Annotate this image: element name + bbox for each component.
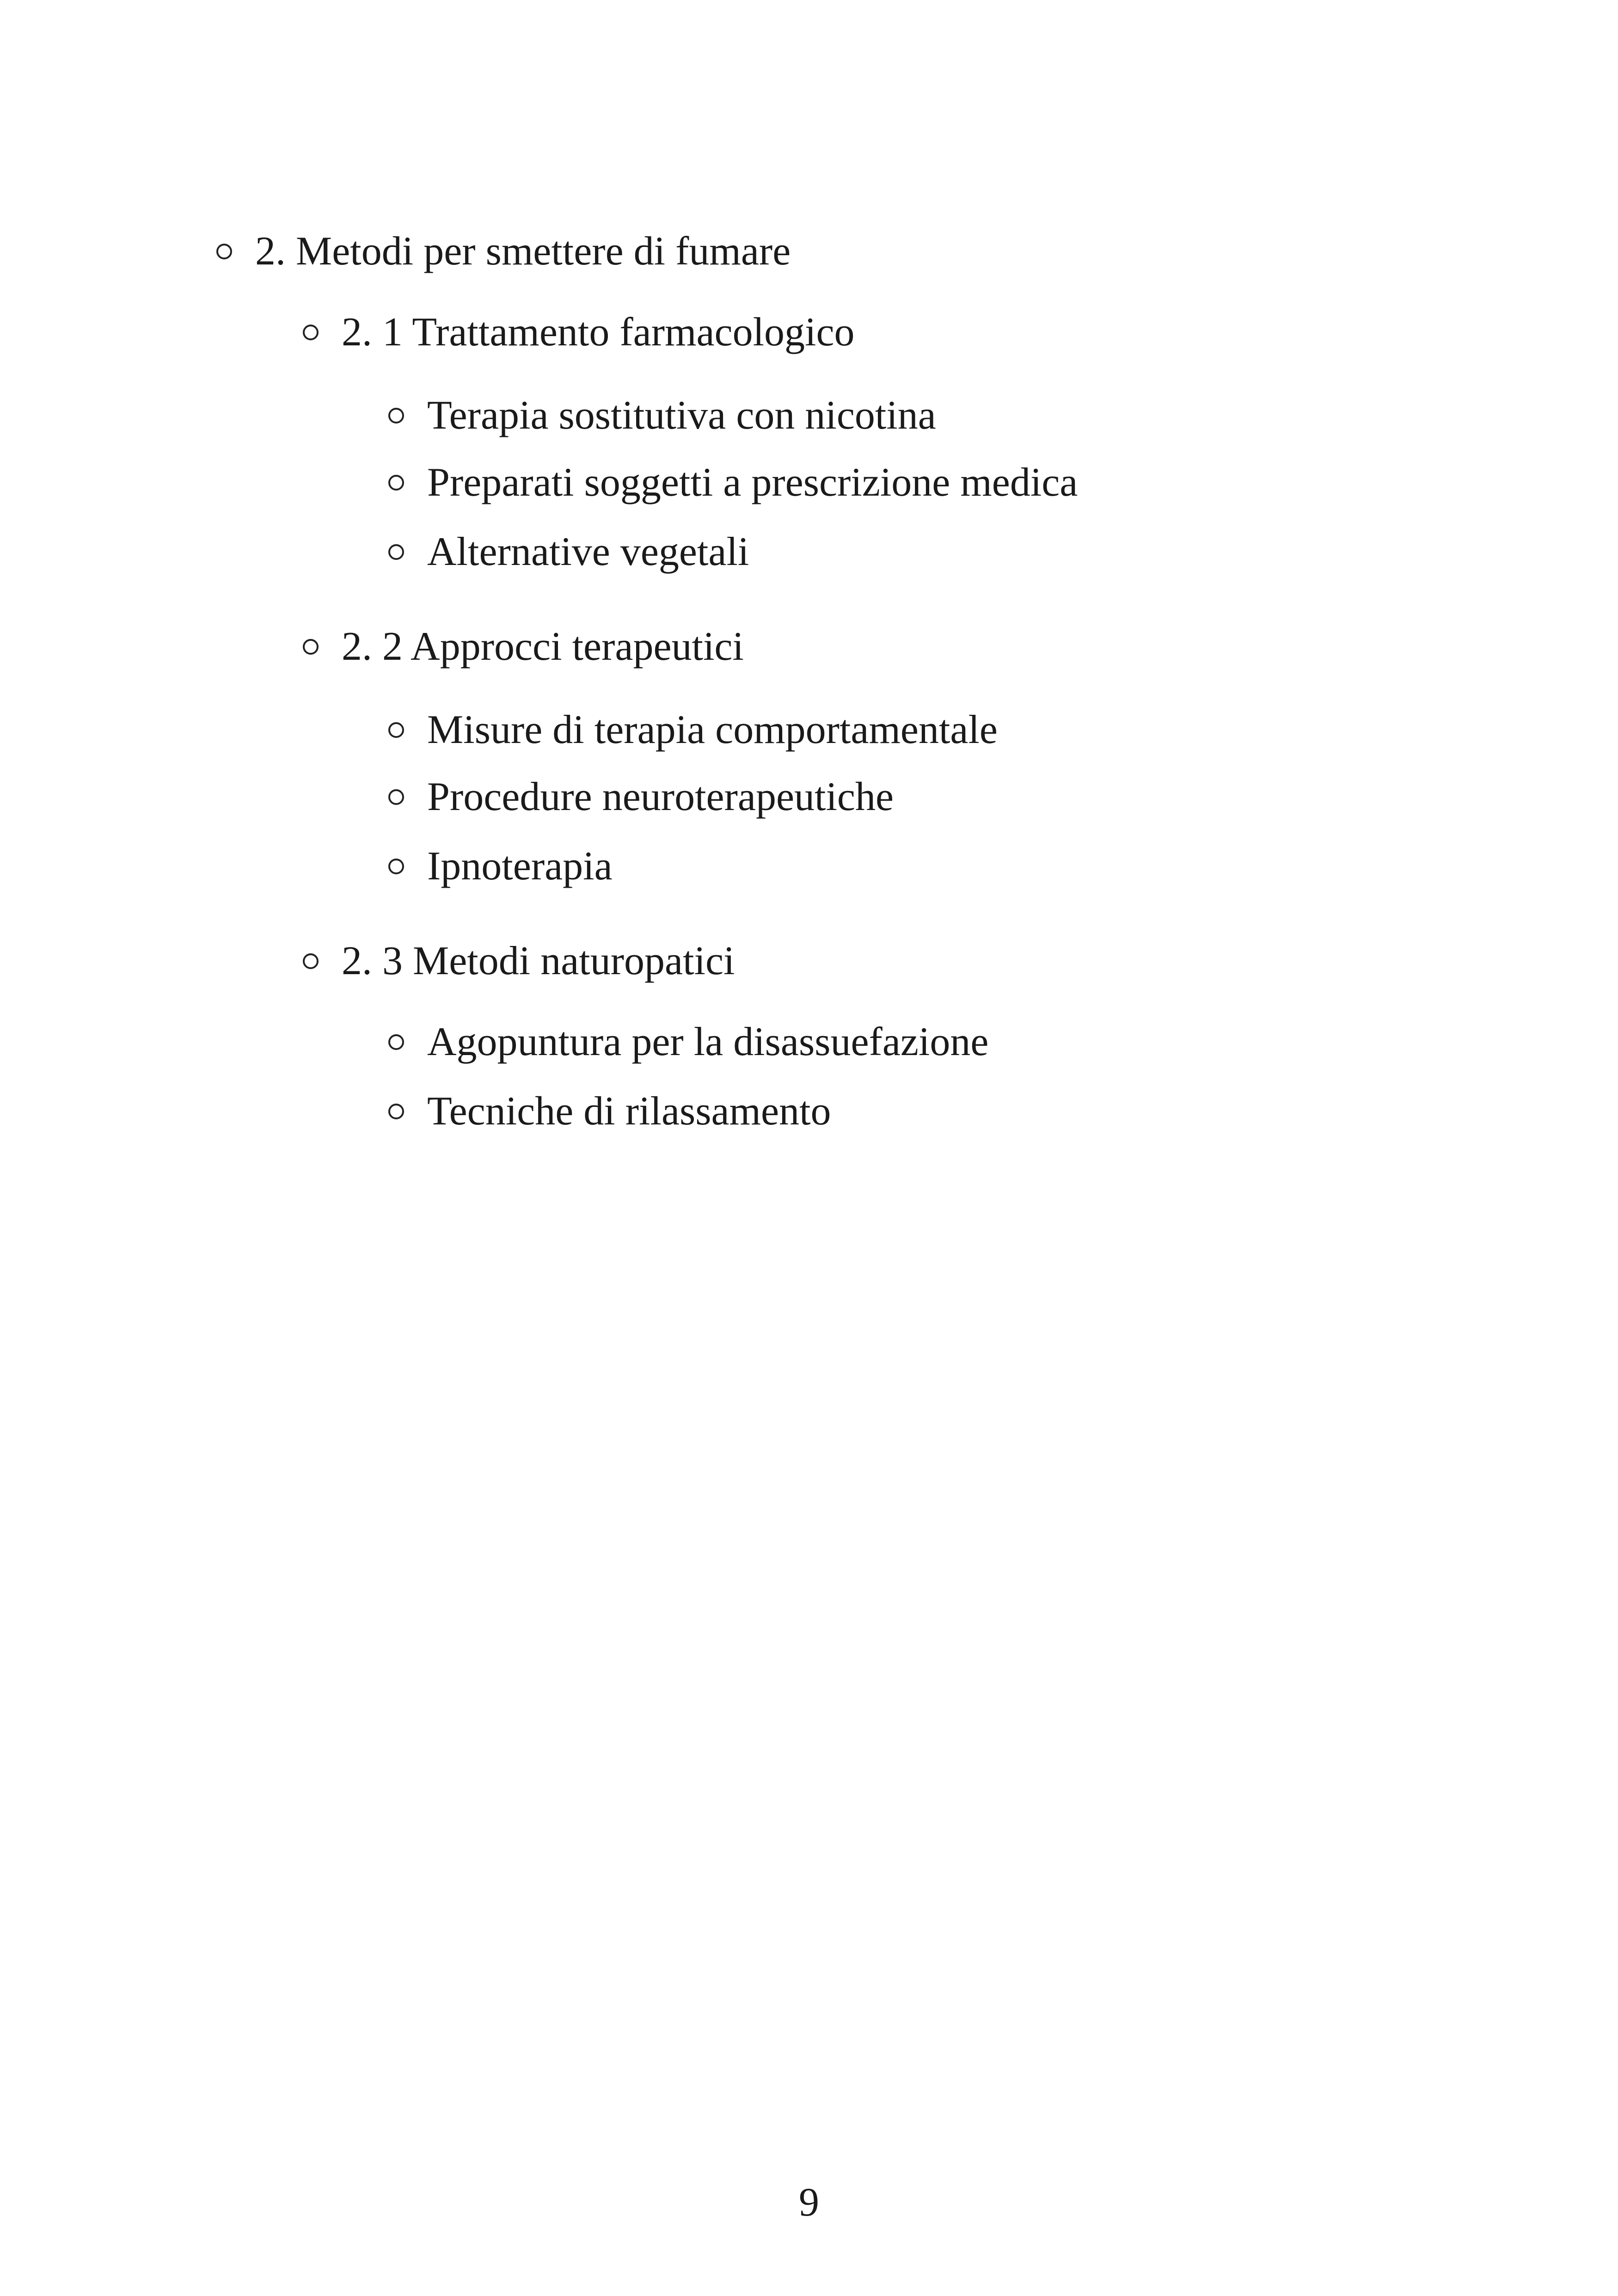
item-label: Tecniche di rilassamento xyxy=(427,1089,831,1134)
bullet-icon xyxy=(303,325,319,340)
bullet-icon xyxy=(388,1104,404,1119)
outline-item xyxy=(388,774,894,819)
outline-subsection xyxy=(303,941,735,982)
bullet-icon xyxy=(388,722,404,738)
bullet-icon xyxy=(388,1034,404,1050)
bullet-icon xyxy=(388,544,404,560)
outline-item xyxy=(388,529,749,574)
item-label: Procedure neuroterapeutiche xyxy=(427,774,894,819)
item-label: Preparati soggetti a prescrizione medica xyxy=(427,460,1078,505)
subsection-title: 2. 3 Metodi naturopatici xyxy=(342,939,735,983)
item-label: Agopuntura per la disassuefazione xyxy=(427,1019,989,1064)
bullet-icon xyxy=(303,953,319,969)
outline-item xyxy=(388,1019,989,1064)
bullet-icon xyxy=(388,475,404,491)
page-number: 9 xyxy=(799,2180,819,2225)
bullet-icon xyxy=(388,859,404,874)
outline-subsection xyxy=(303,312,855,353)
section-title: 2. Metodi per smettere di fumare xyxy=(255,229,791,274)
bullet-icon xyxy=(216,244,232,259)
outline-item xyxy=(388,395,936,436)
subsection-title: 2. 2 Approcci terapeutici xyxy=(342,624,744,669)
subsection-title: 2. 1 Trattamento farmacologico xyxy=(342,310,855,355)
outline-section xyxy=(216,231,791,272)
outline-item xyxy=(388,1091,831,1132)
item-label: Terapia sostitutiva con nicotina xyxy=(427,393,936,438)
outline-item xyxy=(388,462,1078,503)
item-label: Ipnoterapia xyxy=(427,844,613,889)
outline-item xyxy=(388,707,998,752)
outline-subsection xyxy=(303,626,744,667)
outline-item xyxy=(388,846,613,887)
bullet-icon xyxy=(303,639,319,655)
item-label: Misure di terapia comportamentale xyxy=(427,707,998,752)
bullet-icon xyxy=(388,408,404,424)
item-label: Alternative vegetali xyxy=(427,529,749,574)
bullet-icon xyxy=(388,789,404,805)
